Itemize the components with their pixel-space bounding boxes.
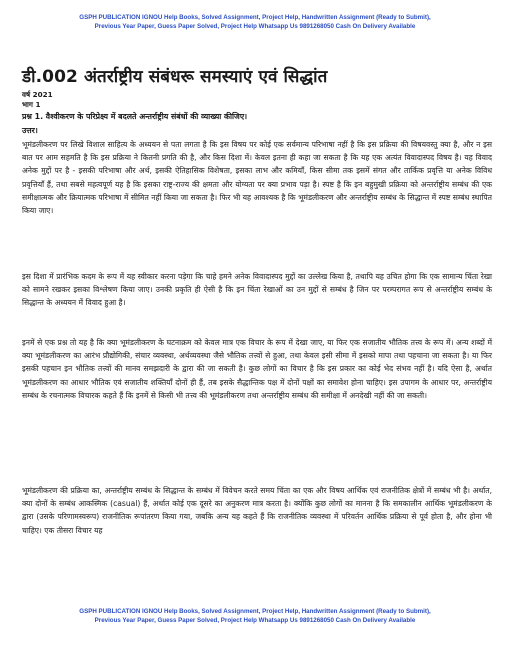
year-label: वर्ष 2021 (22, 90, 53, 99)
header-line-1: GSPH PUBLICATION IGNOU Help Books, Solved Assignment, Project Help, Handwritten Assignment (Ready to Submit), (79, 14, 431, 21)
footer-line-1: GSPH PUBLICATION IGNOU Help Books, Solved Assignment, Project Help, Handwritten Assignment (Ready to Submit), (79, 608, 431, 615)
question-text: प्रश्न 1. वैश्वीकरण के परिप्रेक्ष्य में बदलते अन्तर्राष्ट्रीय संबंधों की व्याख्या कीजिए। (22, 112, 248, 121)
answer-paragraph-4: भूमंडलीकरण की प्रक्रिया का, अन्तर्राष्ट्रीय सम्बंध के सिद्धान्त के सम्बंध में विवेचन करते समय चिंता का एक और विषय आर्थिक एवं राजनीतिक क्षेत्रों में सम्बंध भी है। अर्थात, क्या दोनों के सम्बंध आकस्मिक (casual) हैं, अर्थात कोई एक दूसरे का अनुकरण मात्र करता है। क्योंकि कुछ लोगों का मानना है कि समकालीन आर्थिक भूमंडलीकरण के द्वारा (उसके परिणामस्वरूप) राजनीतिक रूपांतरण किया गया, जबकि अन्य यह कहते हैं कि राजनीतिक व्यवस्था में परिवर्तन आर्थिक प्रक्रिया से पूर्व होता है, और होना भी चाहिए। एक तीसरा विचार यह (22, 486, 492, 535)
answer-paragraph-3: इनमें से एक प्रश्न तो यह है कि क्या भूमंडलीकरण के घटनाक्रम को केवल मात्र एक विचार के रूप में देखा जाए, या फिर एक सजातीय भौतिक तत्त्व के रूप में। अन्य शब्दों में क्या भूमंडलीकरण का आरंभ प्रौद्योगिकी, संचार व्यवस्था, अर्थव्यवस्था जैसे भौतिक तत्त्वों से हुआ, तथा केवल इसी सीमा में इसको मापा तथा पहचाना जा सकता है। या फिर इसकी पहचान इन भौतिक तत्त्वों की मानव समझदारी के द्वारा की जा सकती है। कुछ लोगों का विचार है कि इस प्रकार का कोई भेद संभव नहीं है। यदि ऐसा है, अर्थात भूमंडलीकरण का आधार भौतिक एवं सजातीय शक्तियाँ दोनों ही हैं, तब इसके सैद्धान्तिक पक्ष में दोनों पक्षों का समावेश होना चाहिए। इस उपागम के आधार पर, अन्तर्राष्ट्रीय सम्बंध के रचनात्मक विचारक कहते हैं कि इनमें से किसी भी तत्त्व की भूमंडलीकरण तथा अन्तर्राष्ट्रीय सम्बंध की समीक्षा में अनदेखी नहीं की जा सकती। (22, 338, 492, 400)
header-line-2: Previous Year Paper, Guess Paper Solved, Project Help Whatsapp Us 9891268050 Cash On Delivery Available (94, 22, 416, 30)
answer-label: उत्तर। (22, 126, 38, 135)
part-label: भाग 1 (22, 100, 41, 109)
answer-paragraph-1: भूमंडलीकरण पर लिखे विशाल साहित्य के अध्ययन से पता लगता है कि इस विषय पर कोई एक सर्वमान्य परिभाषा नहीं है कि इस प्रक्रिया की विषयवस्तु क्या है, और न इस बात पर आम सहमति है कि इस प्रक्रिया ने कितनी प्रगति की है, और किस दिशा में। केवल इतना ही कहा जा सकता है कि यह एक अत्यंत विवादास्पद विषय है। यह विवाद अनेक मुद्दों पर है - इसकी परिभाषा और अर्थ, इसकी ऐतिहासिक विशेषता, इसका लाभ और कमियाँ, किस सीमा तक इसमें संगत और तार्किक प्रवृत्ति या अनेक विविध प्रवृत्तियाँ हैं, तथा सबसे महत्वपूर्ण यह है कि इसका राष्ट्र-राज्य की क्षमता और योग्यता पर क्या प्रभाव पड़ा है। स्पष्ट है कि इन बहुमुखी प्रक्रिया को अन्तर्राष्ट्रीय सम्बंध की एक समीक्षात्मक और क्रियात्मक परिभाषा में सीमित नहीं किया जा सकता है। फिर भी यह आवश्यक है कि भूमंडलीकरण और अन्तर्राष्ट्रीय सम्बंध के सिद्धान्त में स्पष्ट सम्बंध स्थापित किया जाए। (22, 140, 492, 216)
answer-paragraph-2: इस दिशा में प्रारंभिक कदम के रूप में यह स्वीकार करना पड़ेगा कि चाहे हमने अनेक विवादास्पद मुद्दों का उल्लेख किया है, तथापि यह उचित होगा कि एक सामान्य चिंता रेखा को सामने रखकर इसका विश्लेषण किया जाए। उनकी प्रकृति ही ऐसी है कि इन चिंता रेखाओं का उन मुद्दों से सम्बंध है जिन पर परम्परागत रूप से अन्तर्राष्ट्रीय सम्बंध के सिद्धान्त के अध्ययन में विवाद हुआ है। (22, 272, 492, 308)
document-title: डी.002 अंतर्राष्ट्रीय संबंधरू समस्याएं एवं सिद्धांत (22, 67, 328, 87)
page-footer-banner (20, 608, 490, 625)
page-header-banner (20, 14, 490, 31)
footer-line-2: Previous Year Paper, Guess Paper Solved, Project Help Whatsapp Us 9891268050 Cash On Delivery Available (94, 616, 416, 624)
